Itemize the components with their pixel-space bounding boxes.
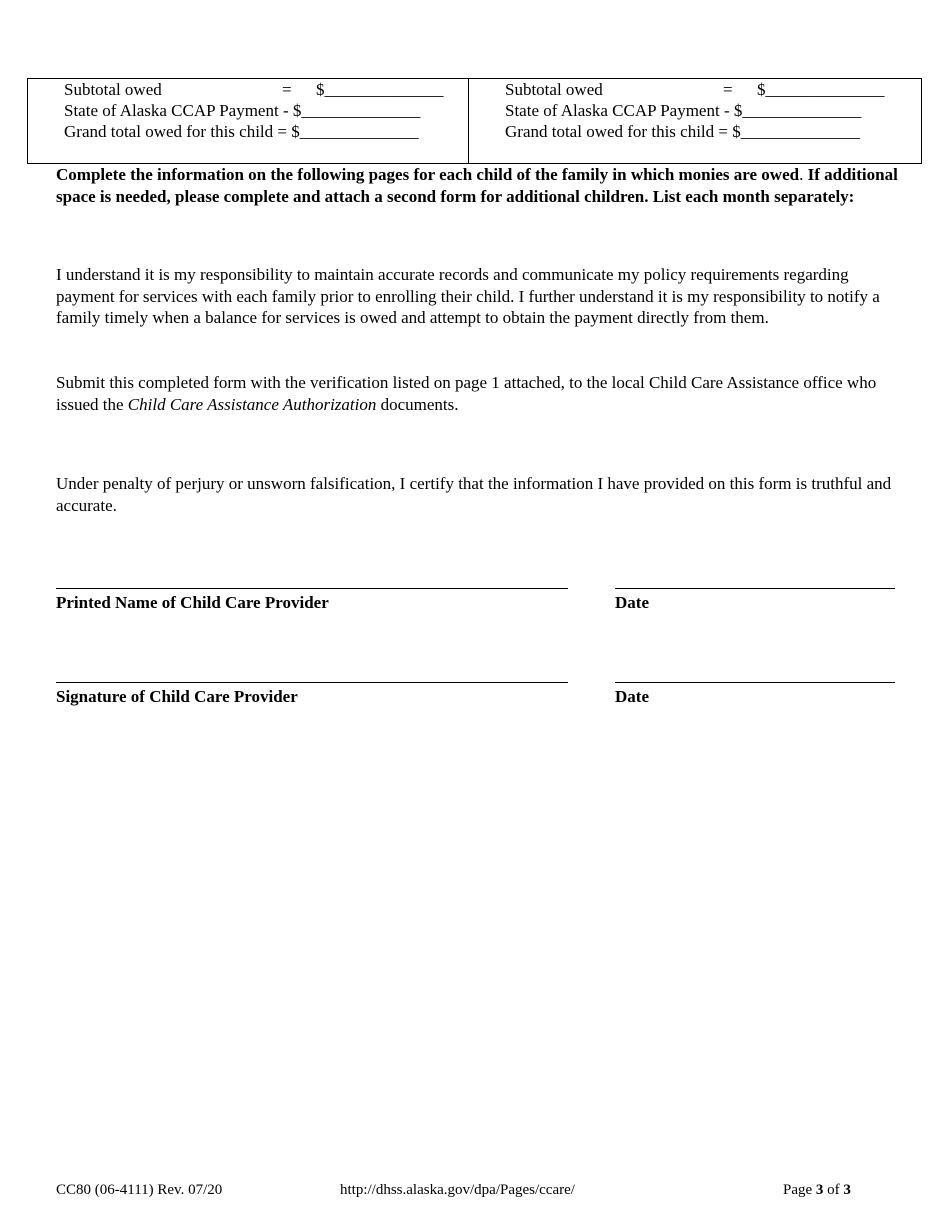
date-line-1[interactable] [615,588,895,589]
grand-total-row [64,121,419,142]
ccap-field[interactable]: $______________ [292,101,421,120]
instructions-period: . [799,165,804,184]
ccap-payment-row [505,100,861,121]
submit-text-before: Submit this completed form with the verification listed on page 1 attached, to the local Child Care Assistance office who issued the [56,373,877,414]
submit-paragraph [56,372,901,415]
subtotal-equals: = [723,80,733,99]
subtotal-field[interactable]: $______________ [316,80,444,99]
totals-box-right [468,78,922,164]
printed-name-label: Printed Name of Child Care Provider [56,593,329,612]
form-id: CC80 (06-4111) Rev. 07/20 [56,1182,223,1198]
date-label-1: Date [615,593,649,612]
subtotal-field[interactable]: $______________ [757,80,885,99]
grand-total-label: Grand total owed for this child = [64,122,287,141]
ccap-label: State of Alaska CCAP Payment - [64,101,289,120]
authorization-document-title: Child Care Assistance Authorization [127,394,377,414]
totals-box-left [27,78,469,164]
grand-total-label: Grand total owed for this child = [505,122,728,141]
submit-text-after: documents. [376,394,459,414]
subtotal-label: Subtotal owed [505,80,603,99]
certify-paragraph: Under penalty of perjury or unsworn falsification, I certify that the information I have provided on this form is truthful and accurate. [56,474,892,515]
grand-total-field[interactable]: $______________ [732,122,860,141]
page-total: 3 [843,1182,851,1198]
ccap-payment-row [64,100,420,121]
footer-url: http://dhss.alaska.gov/dpa/Pages/ccare/ [340,1182,575,1198]
signature-line[interactable] [56,682,568,683]
instructions-text-b: If additional space is needed, please complete and attach a second form for additional children. List each month separately: [56,165,898,206]
instructions-paragraph [56,164,901,207]
instructions-text-a: Complete the information on the following pages for each child of the family in which monies are owed [56,165,800,184]
ccap-label: State of Alaska CCAP Payment - [505,101,730,120]
ccap-field[interactable]: $______________ [733,101,862,120]
subtotal-label: Subtotal owed [64,80,162,99]
grand-total-row [505,121,860,142]
page-number [783,1182,851,1199]
date-label-2: Date [615,687,649,706]
date-line-2[interactable] [615,682,895,683]
subtotal-equals: = [282,80,292,99]
signature-label: Signature of Child Care Provider [56,687,298,706]
page-word: Page [783,1182,816,1198]
responsibility-paragraph: I understand it is my responsibility to maintain accurate records and communicate my policy requirements regarding payment for services with each family prior to enrolling their child. I further understand it is my responsibility to notify a family timely when a balance for services is owed and attempt to obtain the payment directly from them. [56,265,880,328]
page-current: 3 [815,1182,824,1198]
printed-name-line[interactable] [56,588,568,589]
page-of: of [823,1182,844,1198]
grand-total-field[interactable]: $______________ [291,122,419,141]
